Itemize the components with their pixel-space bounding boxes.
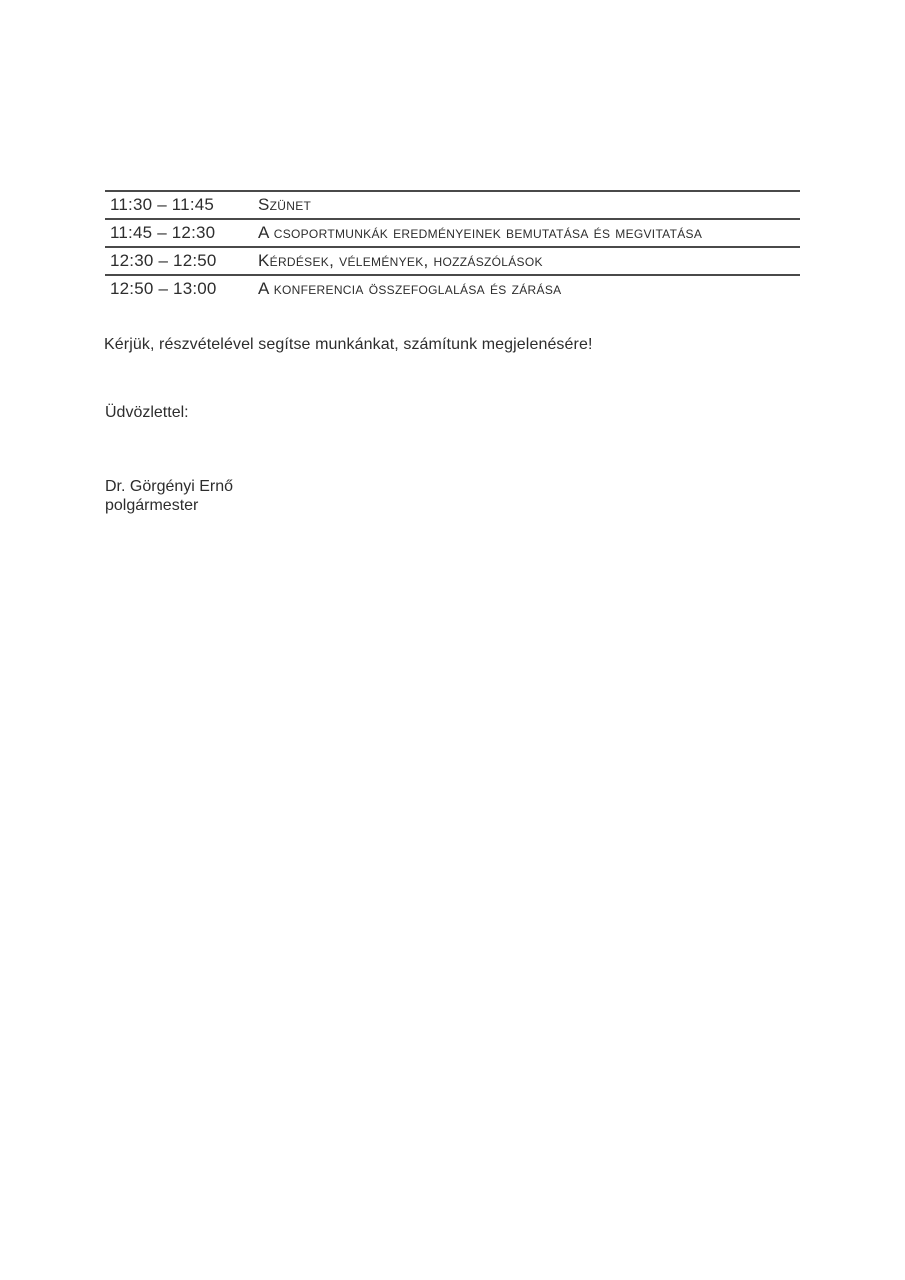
schedule-time: 11:45 – 12:30 [110,223,216,242]
schedule-title: A konferencia összefoglalása és zárása [258,279,562,298]
schedule-time: 12:50 – 13:00 [110,279,217,298]
schedule-row [105,190,800,218]
schedule-title: A csoportmunkák eredményeinek bemutatása és megvitatása [258,223,703,242]
schedule-time: 12:30 – 12:50 [110,251,217,270]
signature-block [105,477,233,515]
schedule-table [105,190,800,302]
schedule-time: 11:30 – 11:45 [110,195,215,214]
note-text: Kérjük, részvételével segítse munkánkat, számítunk megjelenésére! [104,336,593,353]
schedule-row [105,218,800,246]
schedule-row [105,274,800,302]
signature-name: Dr. Görgényi Ernő [105,478,234,495]
closing-text: Üdvözlettel: [105,404,189,421]
signature-role: polgármester [105,497,199,514]
schedule-row [105,246,800,274]
schedule-title: Szünet [258,195,312,214]
schedule-title: Kérdések, vélemények, hozzászólások [258,251,543,270]
